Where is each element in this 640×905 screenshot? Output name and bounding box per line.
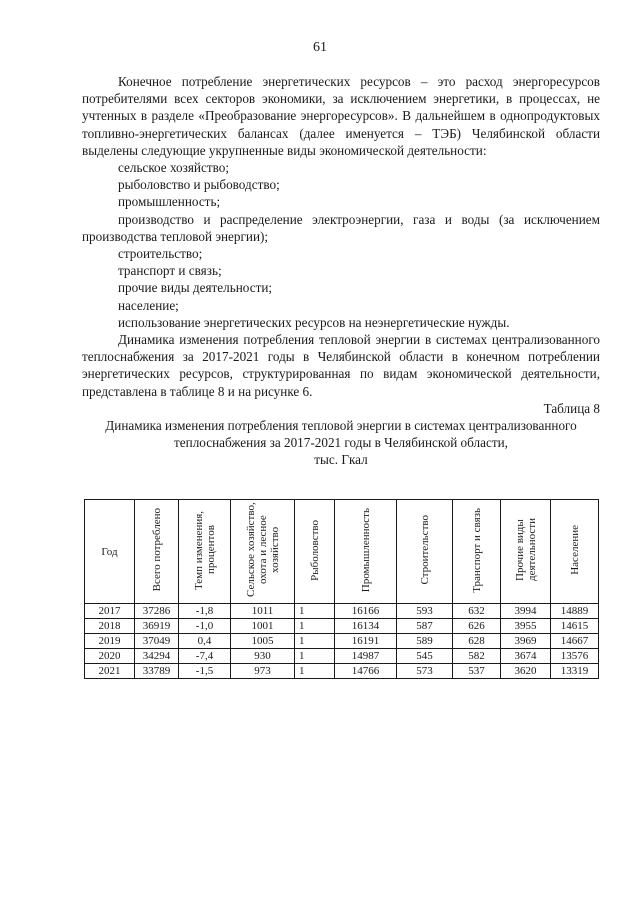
table-header-row	[85, 500, 599, 604]
cell-total: 33789	[135, 664, 179, 679]
table-units: тыс. Гкал	[314, 452, 368, 468]
cell-rate: -7,4	[179, 649, 231, 664]
cell-industry: 16166	[335, 604, 397, 619]
sector-item: производство и распределение электроэнергии, газа и воды (за исключением производства тепловой энергии);	[82, 211, 600, 244]
cell-year: 2018	[85, 619, 135, 634]
cell-fishing: 1	[295, 619, 335, 634]
cell-construction: 587	[397, 619, 453, 634]
col-header-industry: Промышленность	[335, 500, 397, 604]
sector-item: использование энергетических ресурсов на неэнергетические нужды.	[118, 314, 510, 330]
col-header-year: Год	[85, 500, 135, 604]
cell-industry: 14766	[335, 664, 397, 679]
sector-item: транспорт и связь;	[118, 263, 222, 279]
cell-year: 2017	[85, 604, 135, 619]
cell-industry: 14987	[335, 649, 397, 664]
col-header-total: Всего потреблено	[135, 500, 179, 604]
cell-transport: 582	[453, 649, 501, 664]
cell-total: 36919	[135, 619, 179, 634]
table-caption: Динамика изменения потребления тепловой энергии в системах централизованного теплоснабжения за 2017-2021 годы в Челябинской области,	[105, 418, 577, 451]
cell-transport: 632	[453, 604, 501, 619]
cell-industry: 16191	[335, 634, 397, 649]
cell-fishing: 1	[295, 664, 335, 679]
cell-total: 37286	[135, 604, 179, 619]
sector-item: прочие виды деятельности;	[118, 280, 273, 296]
cell-fishing: 1	[295, 604, 335, 619]
cell-industry: 16134	[335, 619, 397, 634]
col-header-population: Население	[551, 500, 599, 604]
cell-fishing: 1	[295, 649, 335, 664]
cell-total: 34294	[135, 649, 179, 664]
cell-total: 37049	[135, 634, 179, 649]
cell-agriculture: 1011	[231, 604, 295, 619]
col-header-agriculture: Сельское хозяйство, охота и лесное хозяйство	[231, 500, 295, 604]
cell-transport: 537	[453, 664, 501, 679]
cell-agriculture: 1005	[231, 634, 295, 649]
col-header-fishing: Рыболовство	[295, 500, 335, 604]
cell-transport: 626	[453, 619, 501, 634]
cell-agriculture: 973	[231, 664, 295, 679]
cell-transport: 628	[453, 634, 501, 649]
heat-consumption-table	[84, 499, 599, 679]
cell-other: 3969	[501, 634, 551, 649]
cell-rate: -1,8	[179, 604, 231, 619]
cell-rate: 0,4	[179, 634, 231, 649]
page-number: 61	[313, 40, 327, 55]
cell-other: 3674	[501, 649, 551, 664]
cell-construction: 573	[397, 664, 453, 679]
cell-construction: 589	[397, 634, 453, 649]
cell-year: 2021	[85, 664, 135, 679]
cell-population: 13319	[551, 664, 599, 679]
cell-fishing: 1	[295, 634, 335, 649]
cell-population: 14667	[551, 634, 599, 649]
cell-year: 2020	[85, 649, 135, 664]
cell-population: 14889	[551, 604, 599, 619]
paragraph-final-consumption: Конечное потребление энергетических ресурсов – это расход энергоресурсов потребителями всех секторов экономики, за исключением энергетики, в процессах, не учтенных в разделе «Преобразование энергоресурсов». В дальнейшем в однопродуктовых топливно-энергетических балансах (далее именуется – ТЭБ) Челябинской области выделены следующие укрупненные виды экономической деятельности:	[82, 74, 600, 158]
cell-agriculture: 1001	[231, 619, 295, 634]
cell-other: 3955	[501, 619, 551, 634]
cell-population: 13576	[551, 649, 599, 664]
sector-item: сельское хозяйство;	[118, 160, 229, 176]
table-row	[85, 619, 599, 634]
cell-agriculture: 930	[231, 649, 295, 664]
cell-population: 14615	[551, 619, 599, 634]
table-row	[85, 664, 599, 679]
sector-item: промышленность;	[118, 194, 221, 210]
table-row	[85, 634, 599, 649]
cell-other: 3620	[501, 664, 551, 679]
cell-construction: 593	[397, 604, 453, 619]
col-header-other: Прочие виды деятельности	[501, 500, 551, 604]
cell-construction: 545	[397, 649, 453, 664]
paragraph-dynamics: Динамика изменения потребления тепловой энергии в системах централизованного теплоснабжения за 2017-2021 годы в Челябинской области в конечном потреблении энергетических ресурсов, структурированная по видам экономической деятельности, представлена в таблице 8 и на рисунке 6.	[82, 332, 600, 399]
document-body	[82, 73, 600, 469]
cell-rate: -1,5	[179, 664, 231, 679]
cell-other: 3994	[501, 604, 551, 619]
table-row	[85, 604, 599, 619]
sector-item: строительство;	[118, 246, 203, 262]
col-header-transport: Транспорт и связь	[453, 500, 501, 604]
table-row	[85, 649, 599, 664]
cell-year: 2019	[85, 634, 135, 649]
table-label: Таблица 8	[543, 400, 600, 416]
col-header-construction: Строительство	[397, 500, 453, 604]
cell-rate: -1,0	[179, 619, 231, 634]
col-header-rate: Темп изменения, процентов	[179, 500, 231, 604]
sector-item: рыболовство и рыбоводство;	[118, 177, 280, 193]
sector-item: население;	[118, 297, 179, 313]
